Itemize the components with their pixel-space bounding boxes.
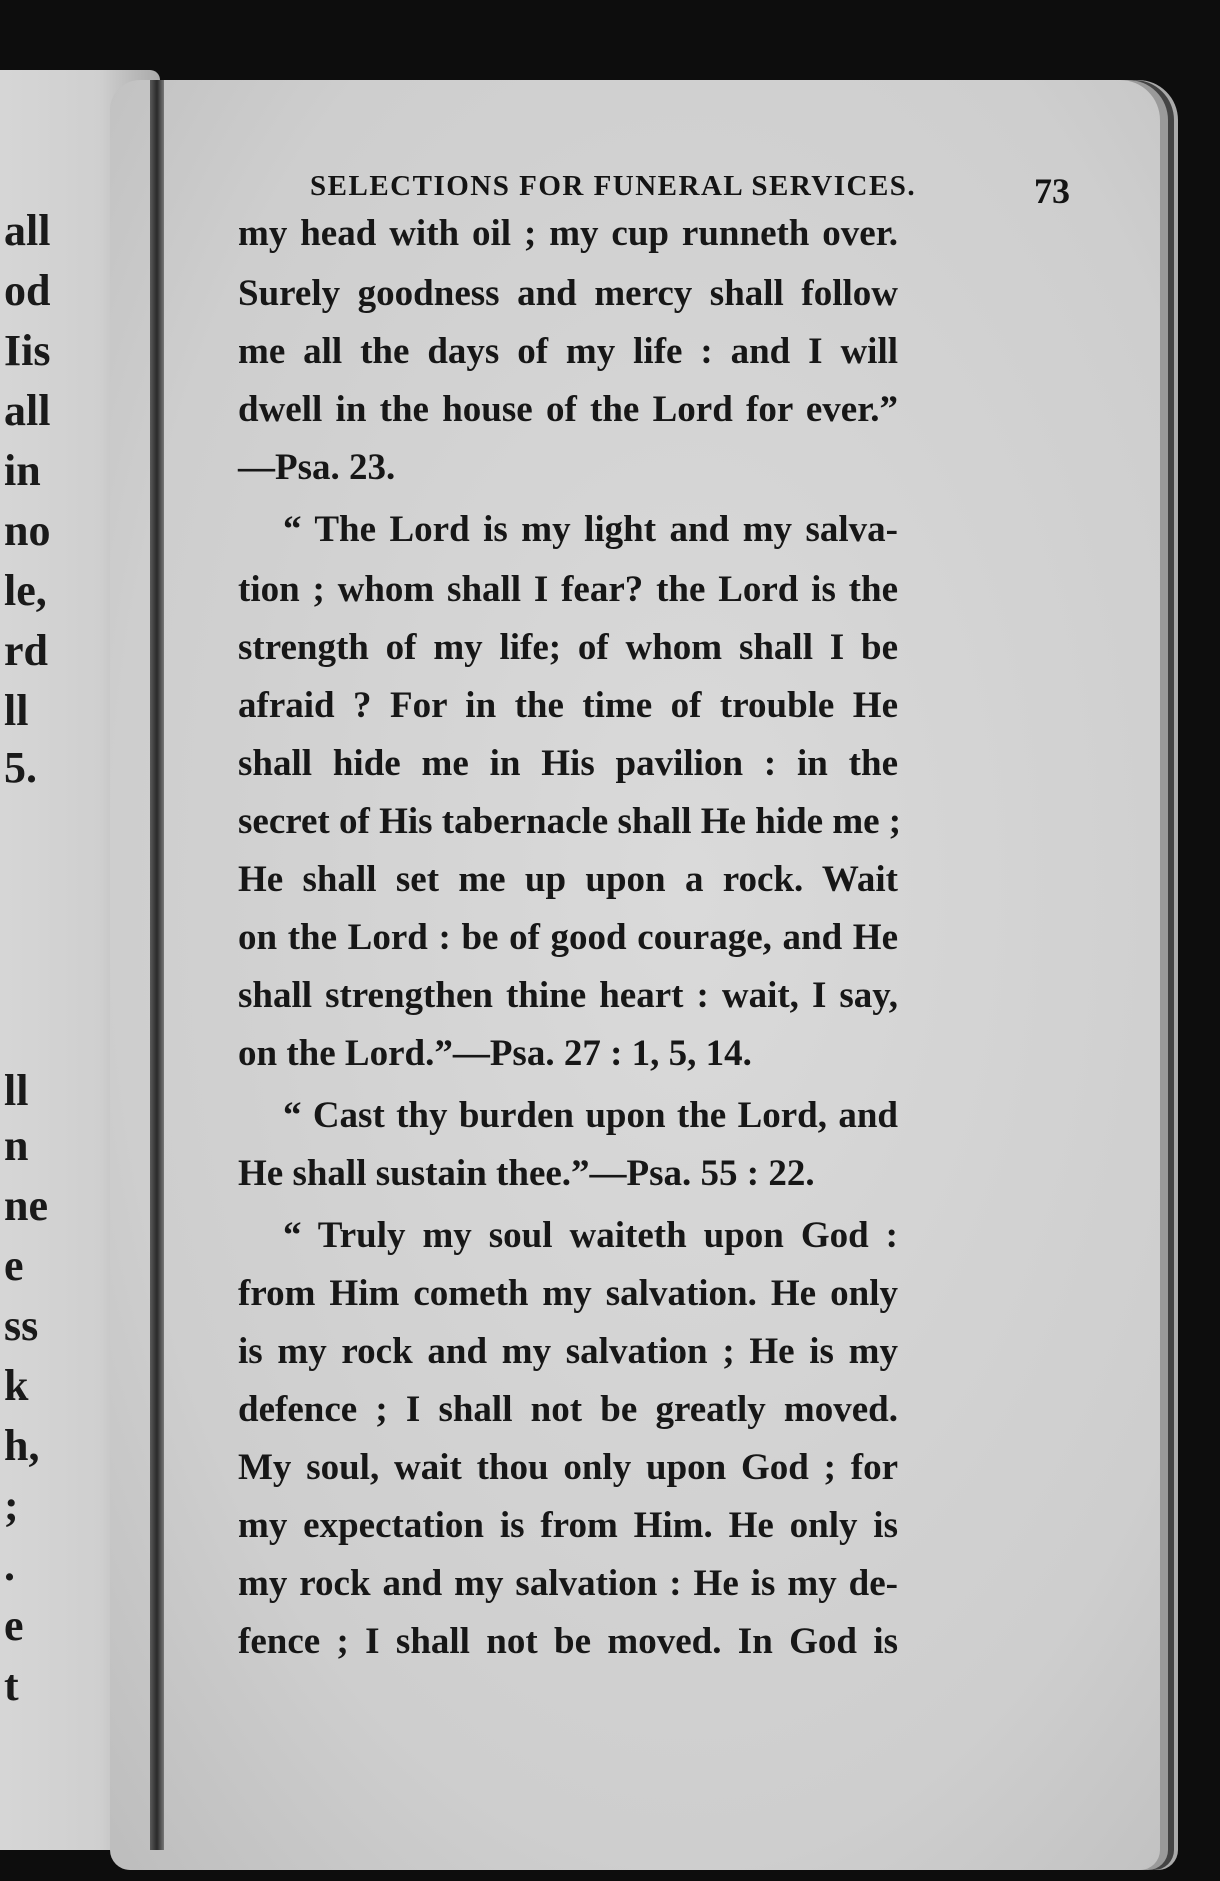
text-line: me all the days of my life : and I will [238,331,898,372]
text-line: my head with oil ; my cup runneth over. [238,213,898,254]
text-line: on the Lord.”—Psa. 27 : 1, 5, 14. [238,1033,752,1074]
left-page-fragment: ; [4,1481,19,1530]
text-line: “ Truly my soul waiteth upon God : [283,1215,898,1256]
left-page-fragment: ne [4,1181,48,1230]
page-number: 73 [1034,171,1070,211]
text-line: My soul, wait thou only upon God ; for [238,1447,898,1488]
left-page-fragment: t [4,1661,19,1710]
right-page [110,80,1160,1870]
text-line: tion ; whom shall I fear? the Lord is the [238,569,898,610]
left-page-fragment: e [4,1241,24,1290]
text-line: my rock and my salvation : He is my de- [238,1563,898,1604]
left-page-fragment: k [4,1361,29,1410]
left-page-fragment: all [4,386,51,435]
text-line: defence ; I shall not be greatly moved. [238,1389,898,1430]
left-page-fragment: Iis [4,326,51,375]
left-page-fragment: in [4,446,41,495]
left-page-fragment: e [4,1601,24,1650]
text-line: afraid ? For in the time of trouble He [238,685,898,726]
left-page-fragment: ll [4,1066,29,1115]
left-page-fragment: ss [4,1301,39,1350]
header-title: SELECTIONS FOR FUNERAL SERVICES. [310,170,917,202]
text-line: from Him cometh my salvation. He only [238,1273,898,1314]
text-line: Surely goodness and mercy shall follow [238,273,898,314]
text-line: shall strengthen thine heart : wait, I say, [238,975,898,1016]
text-line: strength of my life; of whom shall I be [238,627,898,668]
left-page-fragment: ll [4,686,29,735]
left-page-fragment: n [4,1121,29,1170]
left-page-fragment: le, [4,566,47,615]
left-page-fragment: no [4,506,51,555]
left-page-fragment: od [4,266,51,315]
text-line: shall hide me in His pavilion : in the [238,743,898,784]
text-line: dwell in the house of the Lord for ever.” [238,389,898,430]
text-line: He shall set me up upon a rock. Wait [238,859,898,900]
text-line: He shall sustain thee.”—Psa. 55 : 22. [238,1153,815,1194]
running-header [310,170,1070,211]
text-line: —Psa. 23. [238,447,396,488]
text-line: on the Lord : be of good courage, and He [238,917,898,958]
text-line: “ The Lord is my light and my salva- [283,509,898,550]
left-page-fragment: all [4,206,51,255]
text-line: is my rock and my salvation ; He is my [238,1331,898,1372]
left-page-fragment: rd [4,626,48,675]
text-line: “ Cast thy burden upon the Lord, and [283,1095,898,1136]
text-line: fence ; I shall not be moved. In God is [238,1621,898,1662]
text-line: my expectation is from Him. He only is [238,1505,898,1546]
left-page-fragment: . [4,1541,15,1590]
text-line: secret of His tabernacle shall He hide me ; [238,801,902,842]
left-page-fragment: 5. [4,743,37,792]
book-gutter [150,80,164,1850]
left-page-fragment: h, [4,1421,40,1470]
